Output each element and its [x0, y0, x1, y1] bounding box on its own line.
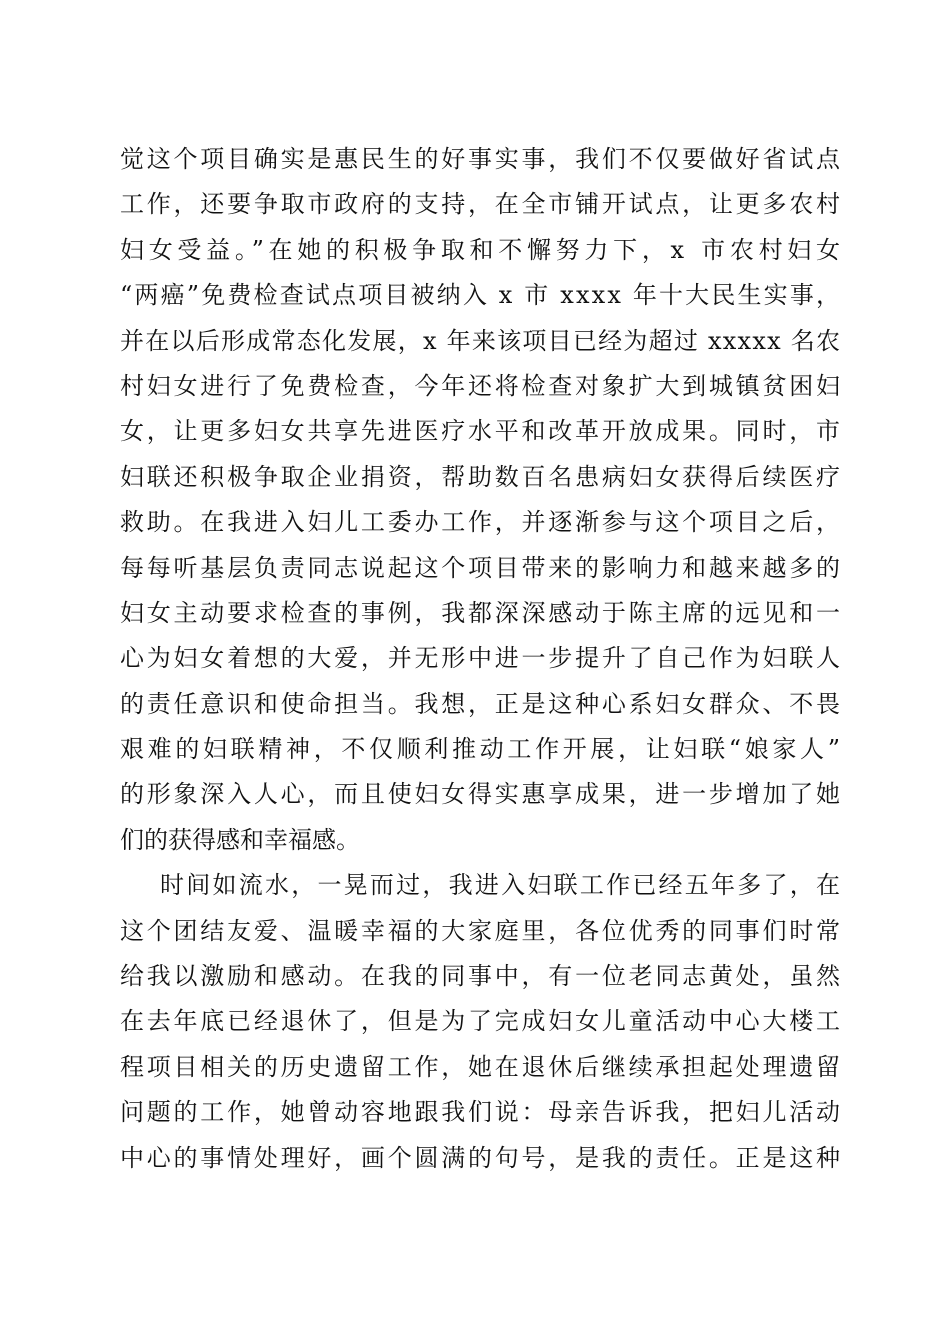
text-line: 在去年底已经退休了，但是为了完成妇女儿童活动中心大楼工 [120, 1007, 843, 1036]
text-line: 这个团结友爱、温暖幸福的大家庭里，各位优秀的同事们时常 [120, 916, 843, 945]
text-line: 艰难的妇联精神，不仅顺利推动工作开展，让妇联“娘家人” [120, 735, 844, 764]
text-line: 问题的工作，她曾动容地跟我们说：母亲告诉我，把妇儿活动 [120, 1098, 843, 1127]
paragraph-end-line: 们的获得感和幸福感。 [120, 825, 360, 854]
text-line: 的责任意识和使命担当。我想，正是这种心系妇女群众、不畏 [120, 689, 843, 718]
text-line: 救助。在我进入妇儿工委办工作，并逐渐参与这个项目之后， [120, 508, 843, 537]
text-line: 村妇女进行了免费检查，今年还将检查对象扩大到城镇贫困妇 [120, 371, 843, 400]
text-line: 心为妇女着想的大爱，并无形中进一步提升了自己作为妇联人 [120, 644, 843, 673]
text-line: 妇女受益。”在她的积极争取和不懈努力下，x 市农村妇女 [120, 235, 845, 264]
text-line: 妇联还积极争取企业捐资，帮助数百名患病妇女获得后续医疗 [120, 462, 843, 491]
text-line: 中心的事情处理好，画个圆满的句号，是我的责任。正是这种 [120, 1143, 843, 1172]
text-line: “两癌”免费检查试点项目被纳入 x 市 xxxx 年十大民生实事， [120, 281, 843, 310]
text-line: 觉这个项目确实是惠民生的好事实事，我们不仅要做好省试点 [120, 145, 843, 173]
paragraph-start-line: 时间如流水，一晃而过，我进入妇联工作已经五年多了，在 [160, 871, 843, 900]
text-line: 女，让更多妇女共享先进医疗水平和改革开放成果。同时，市 [120, 417, 843, 446]
body-text [120, 137, 845, 1181]
text-line: 程项目相关的历史遗留工作，她在退休后继续承担起处理遗留 [120, 1052, 843, 1081]
text-line: 并在以后形成常态化发展，x 年来该项目已经为超过 xxxxx 名农 [120, 326, 842, 355]
text-line: 工作，还要争取市政府的支持，在全市铺开试点，让更多农村 [120, 190, 843, 219]
text-line: 的形象深入人心，而且使妇女得实惠享成果，进一步增加了她 [120, 780, 843, 809]
text-line: 妇女主动要求检查的事例，我都深深感动于陈主席的远见和一 [120, 598, 843, 627]
text-line: 每每听基层负责同志说起这个项目带来的影响力和越来越多的 [120, 553, 843, 582]
text-line: 给我以激励和感动。在我的同事中，有一位老同志黄处，虽然 [120, 962, 843, 991]
